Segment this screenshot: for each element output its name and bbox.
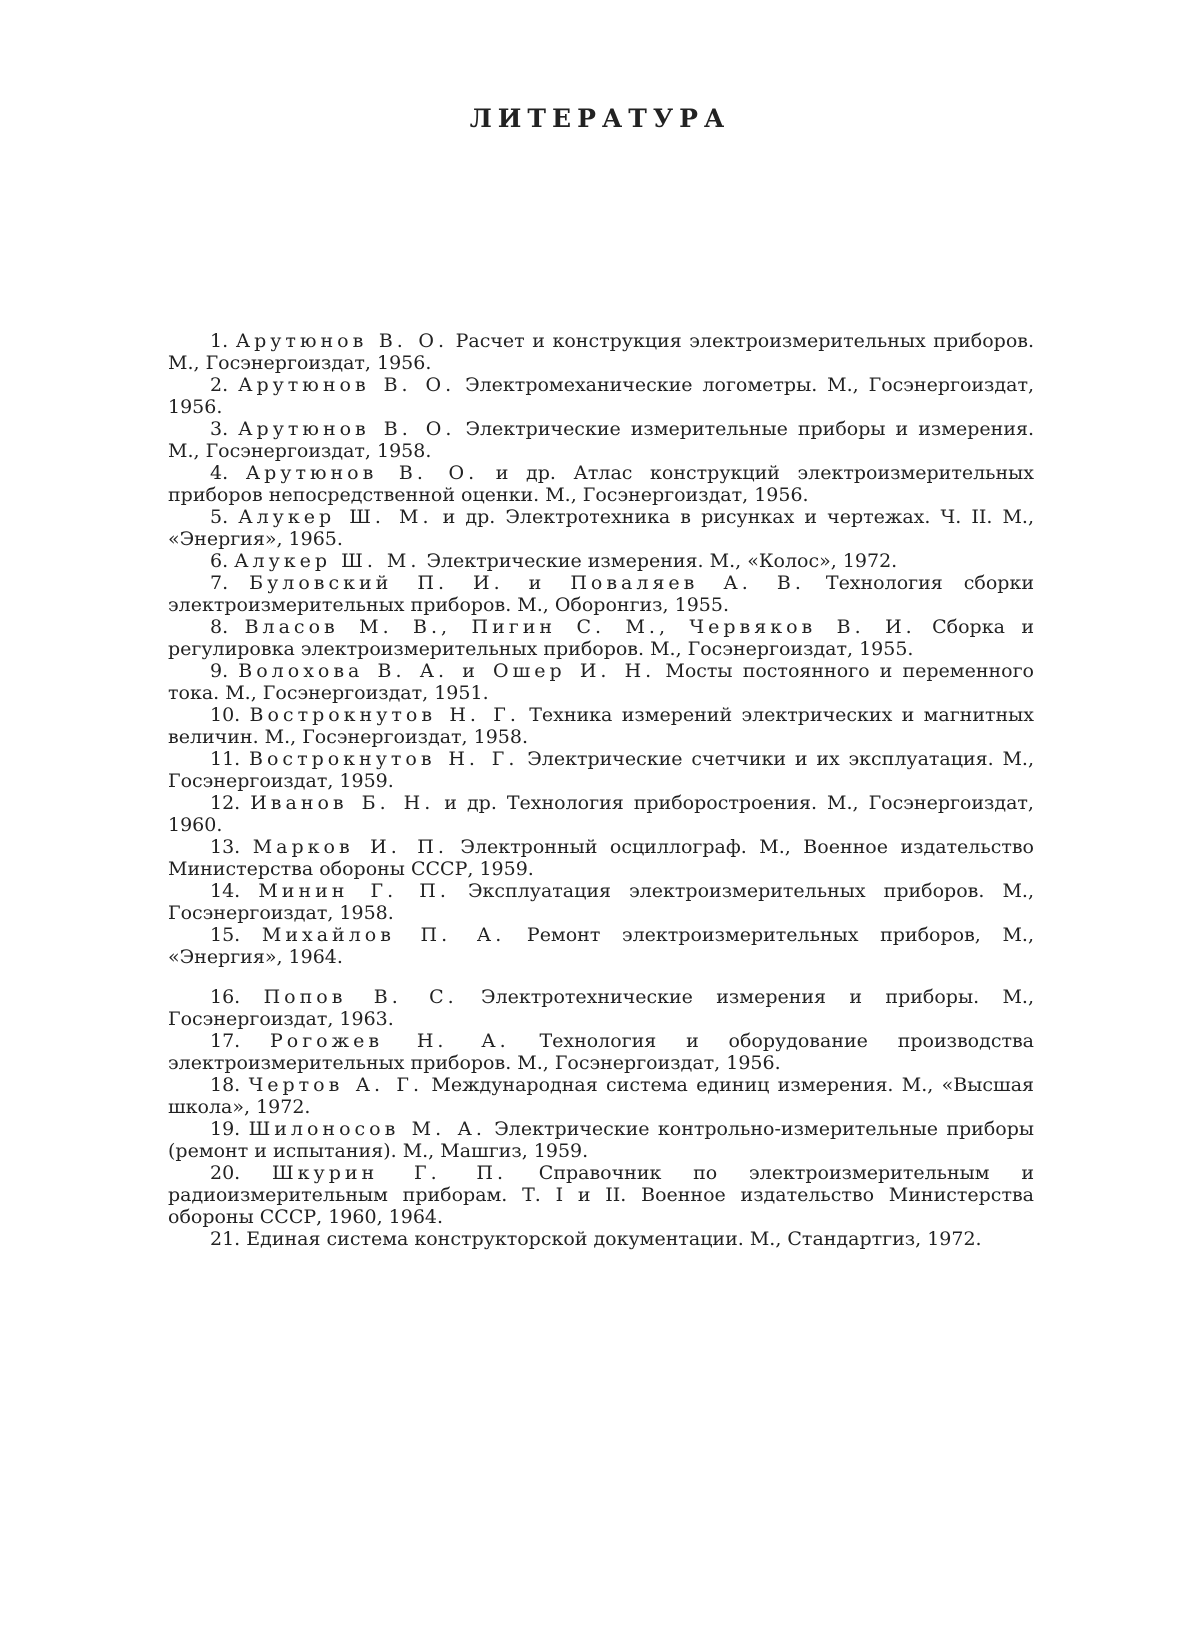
reference-text: Электромеханические логометры. М., Госэнергоиздат, 1956. <box>168 374 1035 418</box>
reference-number: 19. <box>210 1118 249 1140</box>
reference-text: Единая система конструкторской документации. М., Стандартгиз, 1972. <box>246 1228 982 1250</box>
reference-author: Михайлов П. А. <box>261 924 506 946</box>
reference-number: 9. <box>210 660 239 682</box>
reference-item <box>168 550 1034 572</box>
reference-item <box>168 748 1034 792</box>
reference-author: Шилоносов М. А. <box>248 1118 486 1140</box>
reference-item <box>168 792 1034 836</box>
reference-author: Арутюнов В. О. <box>238 374 456 396</box>
reference-number: 16. <box>210 986 264 1008</box>
reference-text: и др. Атлас конструкций электроизмерительных приборов непосредственной оценки. М., Госэнергоиздат, 1956. <box>168 462 1035 506</box>
reference-item <box>168 616 1034 660</box>
reference-author: Вострокнутов Н. Г. <box>249 704 520 726</box>
reference-text: Электрические измерительные приборы и измерения. М., Госэнергоиздат, 1958. <box>168 418 1035 462</box>
reference-author: Шкурин Г. П. <box>272 1162 507 1184</box>
reference-text: Ремонт электроизмерительных приборов, М., «Энергия», 1964. <box>168 924 1034 968</box>
reference-number: 6. <box>210 550 235 572</box>
reference-number: 2. <box>210 374 239 396</box>
reference-number: 3. <box>210 418 239 440</box>
reference-author: Попов В. С. <box>263 986 458 1008</box>
reference-item <box>168 1118 1034 1162</box>
reference-author: Марков И. П. <box>252 836 448 858</box>
reference-item <box>168 924 1034 968</box>
reference-author: Вострокнутов Н. Г. <box>249 748 519 770</box>
page-title: ЛИТЕРАТУРА <box>469 104 731 133</box>
reference-text: Сборка и регулировка электроизмерительных приборов. М., Госэнергоиздат, 1955. <box>168 616 1035 660</box>
reference-text: Технология и оборудование производства электроизмерительных приборов. М., Госэнергоиздат, 1956. <box>168 1030 1034 1074</box>
reference-number: 17. <box>210 1030 270 1052</box>
reference-item <box>168 330 1034 374</box>
reference-author: Волохова В. А. и Ошер И. Н. <box>238 660 656 682</box>
reference-item <box>168 1030 1034 1074</box>
reference-item <box>168 704 1034 748</box>
reference-text: Электрические счетчики и их эксплуатация. М., Госэнергоиздат, 1959. <box>168 748 1034 792</box>
reference-item <box>168 418 1034 462</box>
reference-author: Минин Г. П. <box>258 880 450 902</box>
reference-item <box>168 506 1034 550</box>
reference-number: 4. <box>210 462 246 484</box>
reference-author: Арутюнов В. О. <box>238 418 456 440</box>
reference-number: 18. <box>210 1074 249 1096</box>
reference-text: Электрические измерения. М., «Колос», 1972. <box>426 550 898 572</box>
reference-number: 1. <box>210 330 236 352</box>
reference-item <box>168 374 1034 418</box>
reference-number: 21. <box>210 1228 247 1250</box>
reference-number: 5. <box>210 506 239 528</box>
reference-text: Техника измерений электрических и магнитных величин. М., Госэнергоиздат, 1958. <box>168 704 1034 748</box>
reference-author: Буловский П. И. и Поваляев А. В. <box>249 572 805 594</box>
reference-text: и др. Технология приборостроения. М., Госэнергоиздат, 1960. <box>168 792 1034 836</box>
reference-number: 15. <box>210 924 262 946</box>
reference-item <box>168 660 1034 704</box>
reference-item <box>168 986 1034 1030</box>
reference-number: 7. <box>210 572 250 594</box>
reference-item <box>168 1162 1034 1228</box>
reference-text: Электрические контрольно-измерительные приборы (ремонт и испытания). М., Машгиз, 1959. <box>168 1118 1034 1162</box>
reference-item <box>168 1074 1034 1118</box>
reference-text: Мосты постоянного и переменного тока. М., Госэнергоиздат, 1951. <box>168 660 1034 704</box>
reference-number: 8. <box>210 616 245 638</box>
reference-number: 12. <box>210 792 251 814</box>
reference-author: Арутюнов В. О. <box>245 462 479 484</box>
reference-number: 10. <box>210 704 250 726</box>
reference-text: Эксплуатация электроизмерительных приборов. М., Госэнергоиздат, 1958. <box>168 880 1035 924</box>
reference-author: Власов М. В., Пигин С. М., Червяков В. И. <box>244 616 916 638</box>
reference-author: Арутюнов В. О. <box>235 330 449 352</box>
reference-text: Технология сборки электроизмерительных приборов. М., Оборонгиз, 1955. <box>168 572 1034 616</box>
reference-item <box>168 836 1034 880</box>
reference-text: Расчет и конструкция электроизмерительных приборов. М., Госэнергоиздат, 1956. <box>168 330 1035 374</box>
reference-number: 11. <box>210 748 250 770</box>
reference-list <box>168 330 1034 1250</box>
reference-number: 20. <box>210 1162 272 1184</box>
reference-text: Электронный осциллограф. М., Военное издательство Министерства обороны СССР, 1959. <box>168 836 1034 880</box>
reference-number: 14. <box>210 880 259 902</box>
reference-text: Электротехнические измерения и приборы. М., Госэнергоиздат, 1963. <box>168 986 1034 1030</box>
reference-item <box>168 880 1034 924</box>
reference-item <box>168 462 1034 506</box>
reference-author: Чертов А. Г. <box>248 1074 424 1096</box>
reference-text: Справочник по электроизмерительным и радиоизмерительным приборам. Т. I и II. Военное издательство Министерства обороны СССР, 1960, 1964. <box>168 1162 1034 1228</box>
reference-author: Алукер Ш. М. <box>234 550 421 572</box>
reference-author: Алукер Ш. М. <box>238 506 433 528</box>
reference-text: и др. Электротехника в рисунках и чертежах. Ч. II. М., «Энергия», 1965. <box>168 506 1034 550</box>
reference-text: Международная система единиц измерения. М., «Высшая школа», 1972. <box>168 1074 1035 1118</box>
reference-number: 13. <box>210 836 253 858</box>
reference-item <box>168 1228 1034 1250</box>
reference-author: Иванов Б. Н. <box>250 792 435 814</box>
reference-author: Рогожев Н. А. <box>270 1030 510 1052</box>
reference-item <box>168 572 1034 616</box>
